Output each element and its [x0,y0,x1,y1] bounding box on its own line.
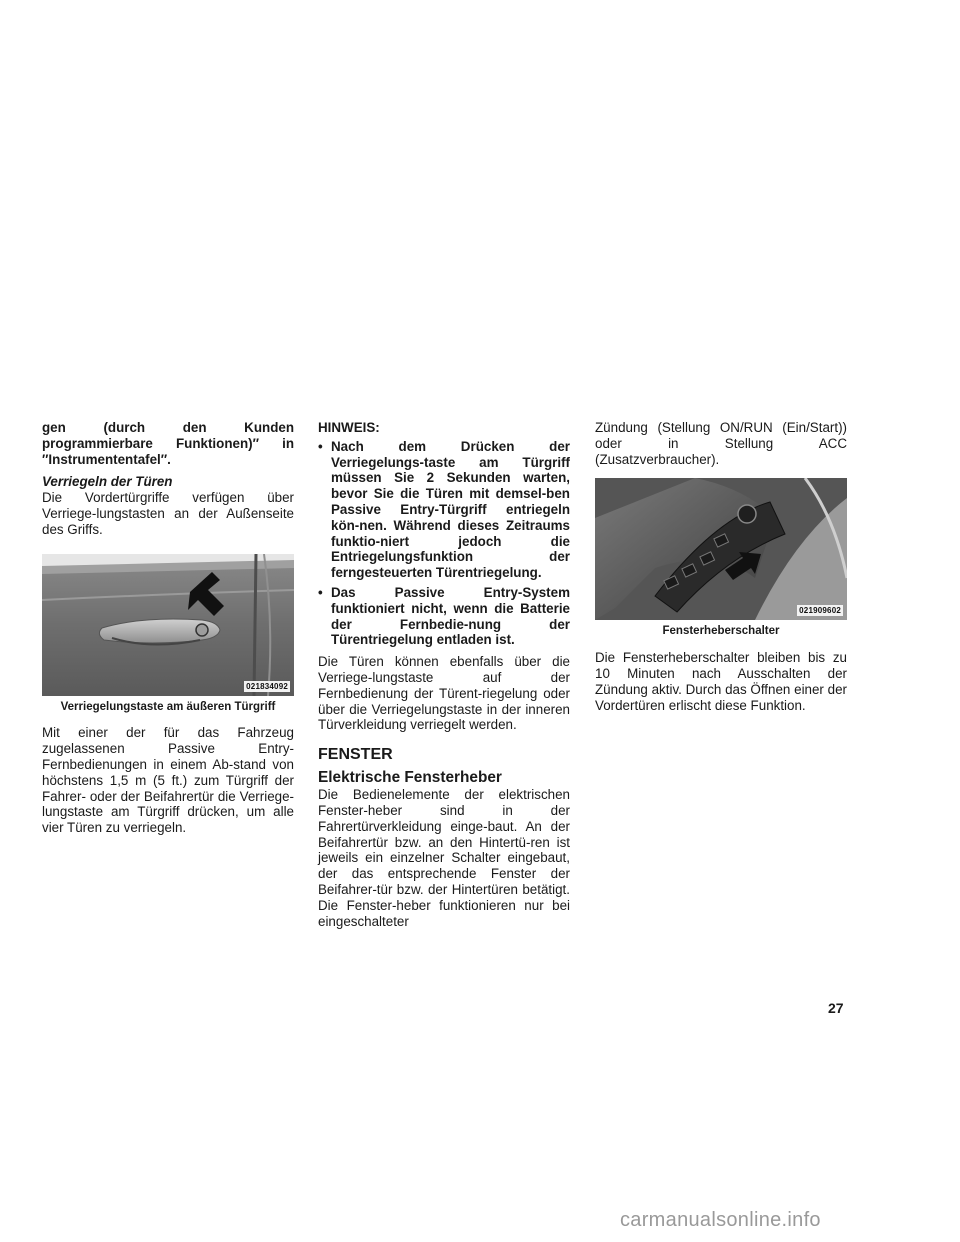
paragraph: Die Vordertürgriffe verfügen über Verriege-lungstasten an der Außenseite des Griffs. [42,490,294,537]
subheading-lock-doors: Verriegeln der Türen [42,474,173,490]
subsection-heading: Elektrische Fensterheber [318,769,502,787]
intro-text: gen (durch den Kunden programmierbare Funktionen)″ in ″Instrumententafel″. [42,420,294,467]
window-switch-image [595,478,847,620]
window-switch-illustration [595,478,847,620]
image-caption: Verriegelungstaste am äußeren Türgriff [60,700,276,713]
image-caption: Fensterheberschalter [662,625,780,638]
right-column [595,420,847,713]
section-heading: FENSTER [318,746,393,764]
left-column [42,420,294,836]
middle-column [318,420,570,929]
bullet: • [318,584,323,600]
image-code: 021834092 [246,681,288,691]
page-number: 27 [828,1000,844,1016]
paragraph: Die Fensterheberschalter bleiben bis zu 10 Minuten nach Ausschalten der Zündung aktiv. Durch das Öffnen einer der Vordertüren erlischt diese Funktion. [595,650,847,713]
note-text: Nach dem Drücken der Verriegelungs-taste am Türgriff müssen Sie 2 Sekunden warten, bevor Sie die Türen mit demsel-ben Passive Entry-Türgriff entriegeln kön-nen. Während dieses Zeitraums funktio-niert jedoch die Entriegelungsfunktion der ferngesteuerten Türentriegelung. [331,438,570,581]
paragraph: Mit einer der für das Fahrzeug zugelassenen Passive Entry-Fernbedienungen in einem Ab-stand von höchstens 1,5 m (5 ft.) zum Türgriff der Fahrer- oder der Beifahrertür die Verriege-lungstaste am Türgriff drücken, um alle vier Türen zu verriegeln. [42,725,294,836]
bullet: • [318,438,323,454]
door-handle-image [42,554,294,696]
watermark-footer: carmanualsonline.info [620,1209,821,1231]
note-text: Das Passive Entry-System funktioniert nicht, wenn die Batterie der Fernbedie-nung der Türentriegelung entladen ist. [331,584,570,648]
paragraph: Die Türen können ebenfalls über die Verriege-lungstaste auf der Fernbedienung der Türent-riegelung oder über die Verriegelungstaste in der inneren Türverkleidung verriegelt werden. [318,654,570,733]
image-code: 021909602 [799,606,841,616]
paragraph: Zündung (Stellung ON/RUN (Ein/Start)) oder in Stellung ACC (Zusatzverbraucher). [595,420,847,467]
paragraph: Die Bedienelemente der elektrischen Fenster-heber sind in der Fahrertürverkleidung einge-baut. An der Beifahrertür bzw. an den Hintertü-ren ist jeweils ein einzelner Schalter eingebaut, der das entsprechende Fenster der Beifahrer-tür bzw. der Hintertüren betätigt. Die Fenster-heber funktionieren nur bei eingeschalteter [318,787,570,929]
door-handle-illustration [42,554,294,696]
note-title: HINWEIS: [318,420,380,435]
note-list [318,439,570,648]
note-item [318,585,570,648]
note-item [318,439,570,581]
